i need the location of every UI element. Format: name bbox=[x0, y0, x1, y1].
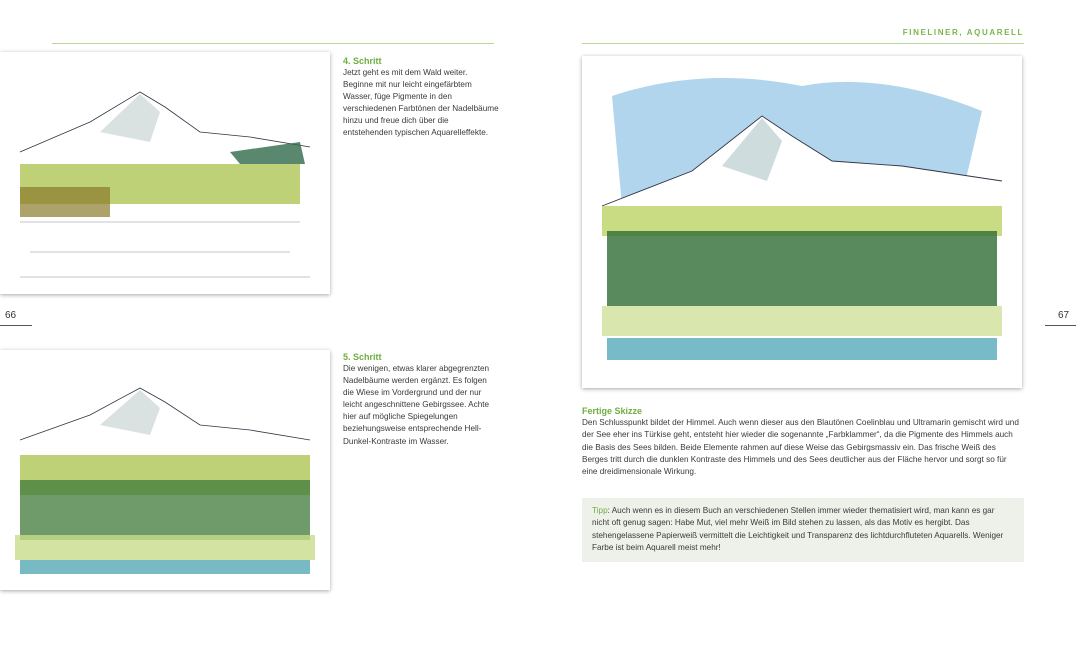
final-painting bbox=[582, 56, 1022, 388]
page-number-rule-left bbox=[0, 325, 32, 326]
step5-text bbox=[343, 351, 499, 448]
step4-title: 4. Schritt bbox=[343, 56, 382, 66]
final-title: Fertige Skizze bbox=[582, 406, 643, 416]
final-sketch-text bbox=[582, 405, 1024, 478]
tip-body: : Auch wenn es in diesem Buch an verschiedenen Stellen immer wieder thematisiert wird, man kann es gar nicht oft genug sagen: Habe Mut, viel mehr Weiß im Bild stehen zu lassen, als das Motiv es hergibt. Das stehengelassene Papierweiß vermittelt die Leichtigkeit und Transparenz des lichtdurchfluteten Aquarells. Weniger Farbe ist beim Aquarell meist mehr! bbox=[592, 506, 1004, 553]
step5-title: 5. Schritt bbox=[343, 352, 382, 362]
tip-label: Tipp bbox=[592, 506, 608, 515]
right-header-rule bbox=[582, 43, 1024, 44]
step5-painting bbox=[0, 350, 330, 590]
left-header-rule bbox=[52, 43, 494, 44]
page-number-left: 66 bbox=[5, 310, 17, 321]
step4-painting bbox=[0, 52, 330, 294]
page-number-right: 67 bbox=[1058, 310, 1070, 321]
page-number-rule-right bbox=[1045, 325, 1076, 326]
step4-body: Jetzt geht es mit dem Wald weiter. Beginne mit nur leicht eingefärbtem Wasser, füge Pigmente in den verschiedenen Farbtönen der Nadelbäume hinzu und freue dich über die entstehenden typischen Aquarelleffekte. bbox=[343, 68, 499, 138]
running-title: FINELINER, AQUARELL bbox=[902, 28, 1024, 37]
step5-body: Die wenigen, etwas klarer abgegrenzten Nadelbäume werden ergänzt. Es folgen die Wiese im Vordergrund und der nur leicht angeschnittene Gebirgssee. Achte hier auf mögliche Spiegelungen beziehungsweise entsprechende Hell-Dunkel-Kontraste im Wasser. bbox=[343, 364, 490, 446]
final-body: Den Schlusspunkt bildet der Himmel. Auch wenn dieser aus den Blautönen Coelinblau und Ultramarin gemischt wird und der See eher ins Türkise geht, entsteht hier wieder die sogenannte „Farbklammer“, da die Pigmente des Himmels auch die Basis des Sees bilden. Beide Elemente rahmen auf diese Weise das Gebirgsmassiv ein. Das frische Weiß des Berges tritt durch die dunklen Kontraste des Himmels und des Sees deutlicher aus der Fläche hervor und sorgt so für eine dreidimensionale Wirkung. bbox=[582, 418, 1019, 477]
tip-box bbox=[582, 498, 1024, 562]
step4-text bbox=[343, 55, 499, 140]
